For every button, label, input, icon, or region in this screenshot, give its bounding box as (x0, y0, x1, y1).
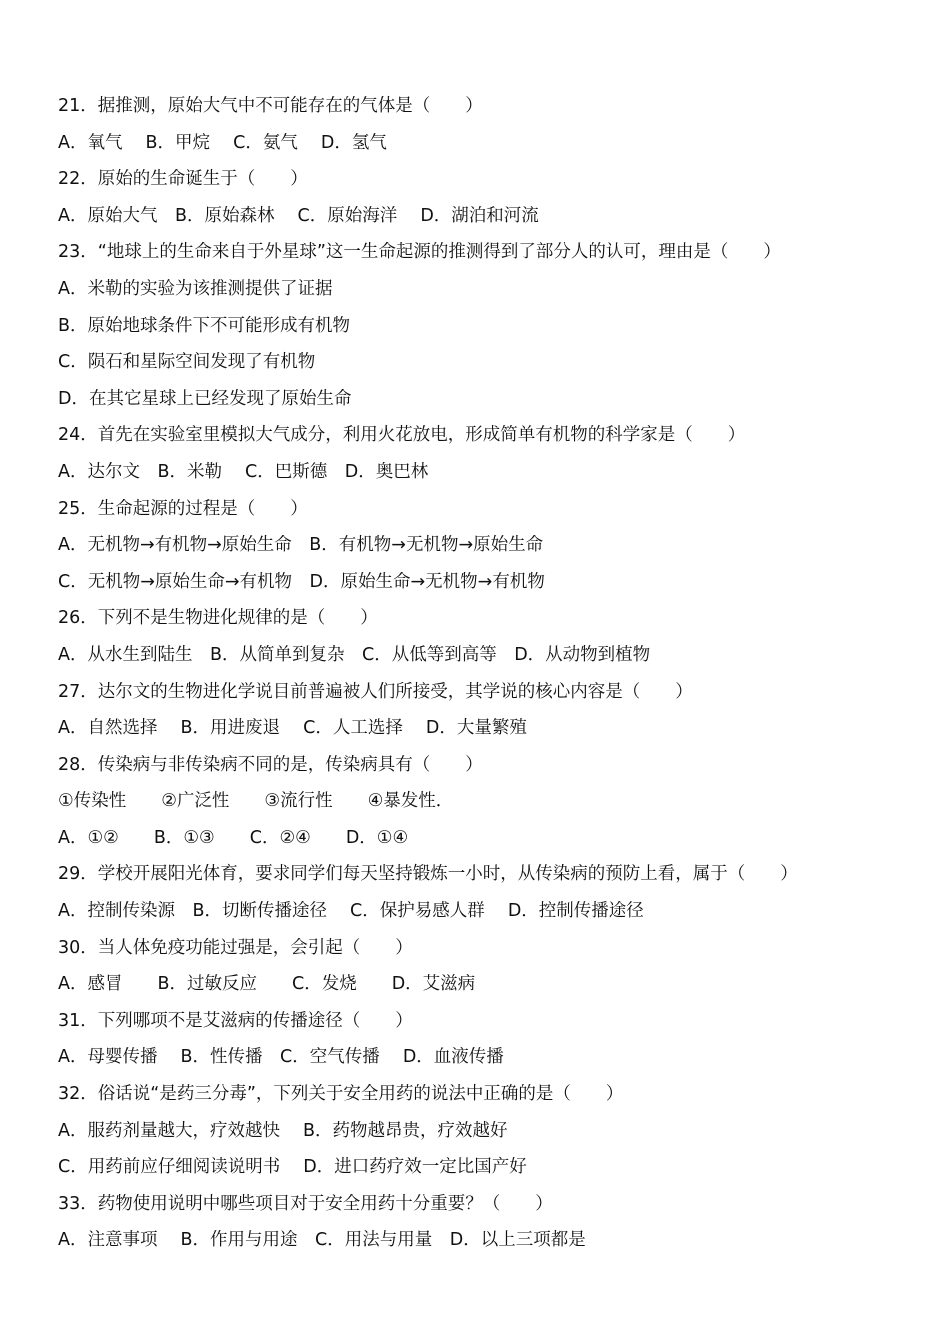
question-stem: 27．达尔文的生物进化学说目前普遍被人们所接受，其学说的核心内容是（ ） (58, 681, 693, 702)
question-28 (58, 747, 918, 857)
question-25 (58, 491, 918, 601)
question-stem: 21．据推测，原始大气中不可能存在的气体是（ ） (58, 96, 483, 116)
question-29 (58, 856, 918, 929)
question-23 (58, 234, 918, 417)
question-options: A．感冒 B．过敏反应 C．发烧 D．艾滋病 (58, 974, 476, 995)
question-stem: 26．下列不是生物进化规律的是（ ） (58, 608, 378, 629)
question-33 (58, 1186, 918, 1259)
option-d: D．在其它星球上已经发现了原始生命 (58, 388, 352, 409)
question-stem: 24．首先在实验室里模拟大气成分，利用火花放电，形成简单有机物的科学家是（ ） (58, 425, 746, 446)
question-options: A．达尔文 B．米勒 C．巴斯德 D．奥巴林 (58, 461, 429, 482)
question-options: A．原始大气 B．原始森林 C．原始海洋 D．湖泊和河流 (58, 205, 539, 226)
question-stem: 31．下列哪项不是艾滋病的传播途径（ ） (58, 1010, 413, 1031)
question-31 (58, 1003, 918, 1076)
question-stem: 22．原始的生命诞生于（ ） (58, 169, 308, 190)
question-stem: 25．生命起源的过程是（ ） (58, 498, 308, 519)
question-stem: 32．俗话说“是药三分毒”，下列关于安全用药的说法中正确的是（ ） (58, 1084, 624, 1105)
question-stem: 33．药物使用说明中哪些项目对于安全用药十分重要？（ ） (58, 1193, 553, 1214)
option-b: B．原始地球条件下不可能形成有机物 (58, 315, 351, 336)
statement-list: ①传染性 ②广泛性 ③流行性 ④暴发性． (58, 791, 454, 812)
question-options: A．氧气 B．甲烷 C．氨气 D．氢气 (58, 132, 387, 153)
question-options: A．自然选择 B．用进废退 C．人工选择 D．大量繁殖 (58, 718, 527, 739)
question-26 (58, 600, 918, 673)
options-ab: A．服药剂量越大，疗效越快 B．药物越昂贵，疗效越好 (58, 1120, 508, 1141)
question-options: A．母婴传播 B．性传播 C．空气传播 D．血液传播 (58, 1047, 504, 1068)
question-stem: 30．当人体免疫功能过强是，会引起（ ） (58, 937, 413, 958)
question-options: A．从水生到陆生 B．从简单到复杂 C．从低等到高等 D．从动物到植物 (58, 644, 651, 665)
question-24 (58, 417, 918, 490)
exam-page (58, 88, 918, 1259)
question-options: A．注意事项 B．作用与用途 C．用法与用量 D．以上三项都是 (58, 1230, 586, 1251)
question-27 (58, 674, 918, 747)
question-stem: 23．“地球上的生命来自于外星球”这一生命起源的推测得到了部分人的认可，理由是（ ） (58, 242, 781, 263)
question-stem: 29．学校开展阳光体育，要求同学们每天坚持锻炼一小时，从传染病的预防上看，属于（ ） (58, 864, 798, 885)
question-30 (58, 930, 918, 1003)
question-21 (58, 88, 918, 161)
options-cd: C．无机物→原始生命→有机物 D．原始生命→无机物→有机物 (58, 571, 545, 592)
options-cd: C．用药前应仔细阅读说明书 D．进口药疗效一定比国产好 (58, 1157, 527, 1178)
question-options: A．①② B．①③ C．②④ D．①④ (58, 827, 409, 848)
question-stem: 28．传染病与非传染病不同的是，传染病具有（ ） (58, 754, 483, 775)
question-options: A．控制传染源 B．切断传播途径 C．保护易感人群 D．控制传播途径 (58, 901, 644, 922)
options-ab: A．无机物→有机物→原始生命 B．有机物→无机物→原始生命 (58, 535, 544, 556)
question-32 (58, 1076, 918, 1186)
option-c: C．陨石和星际空间发现了有机物 (58, 352, 316, 373)
question-22 (58, 161, 918, 234)
option-a: A．米勒的实验为该推测提供了证据 (58, 278, 333, 299)
